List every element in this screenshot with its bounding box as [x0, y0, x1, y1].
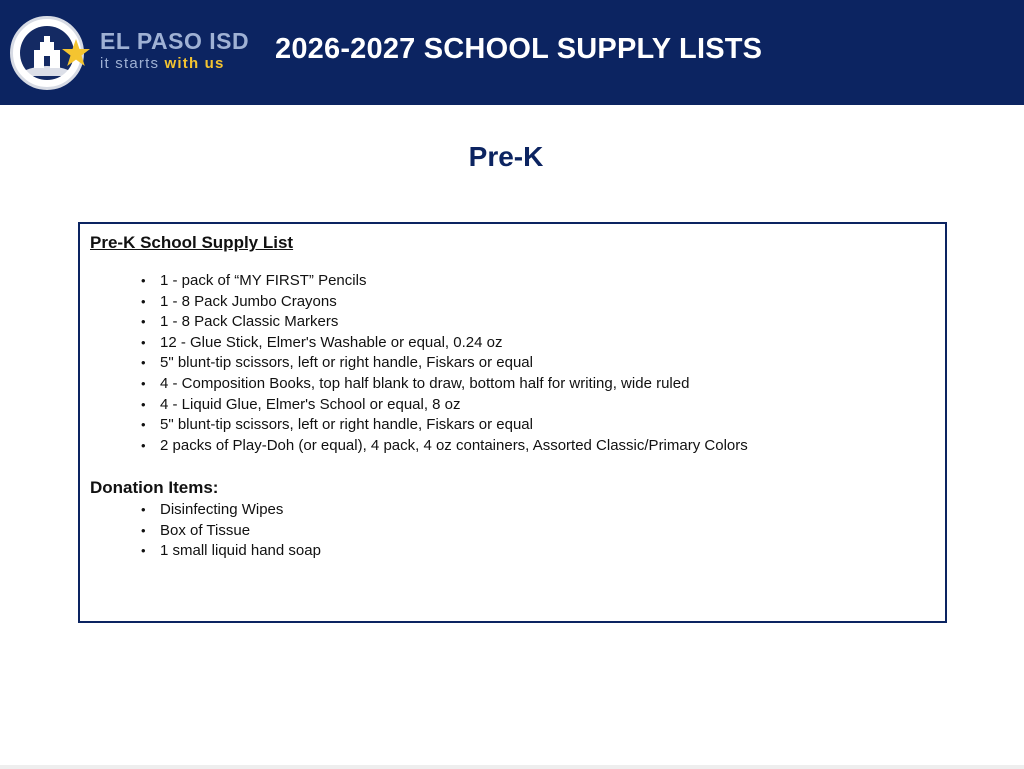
bullet-icon: • — [141, 396, 146, 412]
supply-item — [80, 374, 748, 395]
donation-item — [80, 541, 321, 562]
supply-item-text: 12 - Glue Stick, Elmer's Washable or equal, 0.24 oz — [160, 333, 503, 351]
supply-item — [80, 353, 748, 374]
tagline-accent: with us — [164, 55, 225, 72]
supply-item — [80, 312, 748, 333]
supply-list — [80, 271, 748, 456]
bullet-icon: • — [141, 273, 146, 288]
page-heading: Pre-K — [468, 141, 544, 172]
supply-item — [80, 395, 748, 416]
supply-item-text: 5" blunt-tip scissors, left or right handle, Fiskars or equal — [160, 354, 533, 372]
tagline-prefix: it starts — [100, 55, 165, 72]
supply-item-text: 4 - Liquid Glue, Elmer's School or equal, 8 oz — [160, 395, 461, 413]
bullet-icon: • — [141, 314, 146, 330]
header-banner — [0, 0, 1024, 105]
supply-item-text: 1 - 8 Pack Classic Markers — [160, 313, 339, 331]
supply-item-text: 1 - pack of “MY FIRST” Pencils — [160, 272, 367, 289]
bullet-icon: • — [141, 417, 146, 433]
star-icon — [61, 38, 91, 68]
supply-item-text: 2 packs of Play-Doh (or equal), 4 pack, 4 oz containers, Assorted Classic/Primary Colors — [160, 436, 748, 454]
supply-item-text: 1 - 8 Pack Jumbo Crayons — [160, 292, 337, 310]
supply-item-text: 5" blunt-tip scissors, left or right handle, Fiskars or equal — [160, 416, 533, 434]
header-title: 2026-2027 SCHOOL SUPPLY LISTS — [275, 33, 763, 65]
brand-name: EL PASO ISD — [100, 28, 250, 54]
donation-item-text: Box of Tissue — [160, 521, 251, 539]
supply-item — [80, 415, 748, 436]
bullet-icon: • — [141, 293, 146, 309]
donation-item — [80, 500, 321, 521]
supply-item — [80, 271, 748, 292]
supply-item-text: 4 - Composition Books, top half blank to draw, bottom half for writing, wide ruled — [160, 374, 690, 392]
bullet-icon: • — [141, 355, 146, 371]
supply-item — [80, 436, 748, 457]
supply-item — [80, 333, 748, 354]
donation-item — [80, 521, 321, 542]
donation-item-text: 1 small liquid hand soap — [160, 542, 321, 560]
donation-item-text: Disinfecting Wipes — [160, 501, 284, 518]
brand-tagline — [100, 56, 225, 71]
supply-item — [80, 292, 748, 313]
donation-list — [80, 500, 321, 562]
bullet-icon: • — [141, 375, 146, 391]
bottom-divider — [0, 765, 1024, 769]
supply-list-box — [78, 222, 947, 623]
bullet-icon: • — [141, 334, 146, 350]
bullet-icon: • — [141, 522, 146, 538]
bullet-icon: • — [141, 502, 146, 517]
bullet-icon: • — [141, 543, 146, 559]
bullet-icon: • — [141, 437, 146, 453]
donation-title: Donation Items: — [90, 478, 219, 497]
supply-list-title: Pre-K School Supply List — [90, 233, 294, 252]
